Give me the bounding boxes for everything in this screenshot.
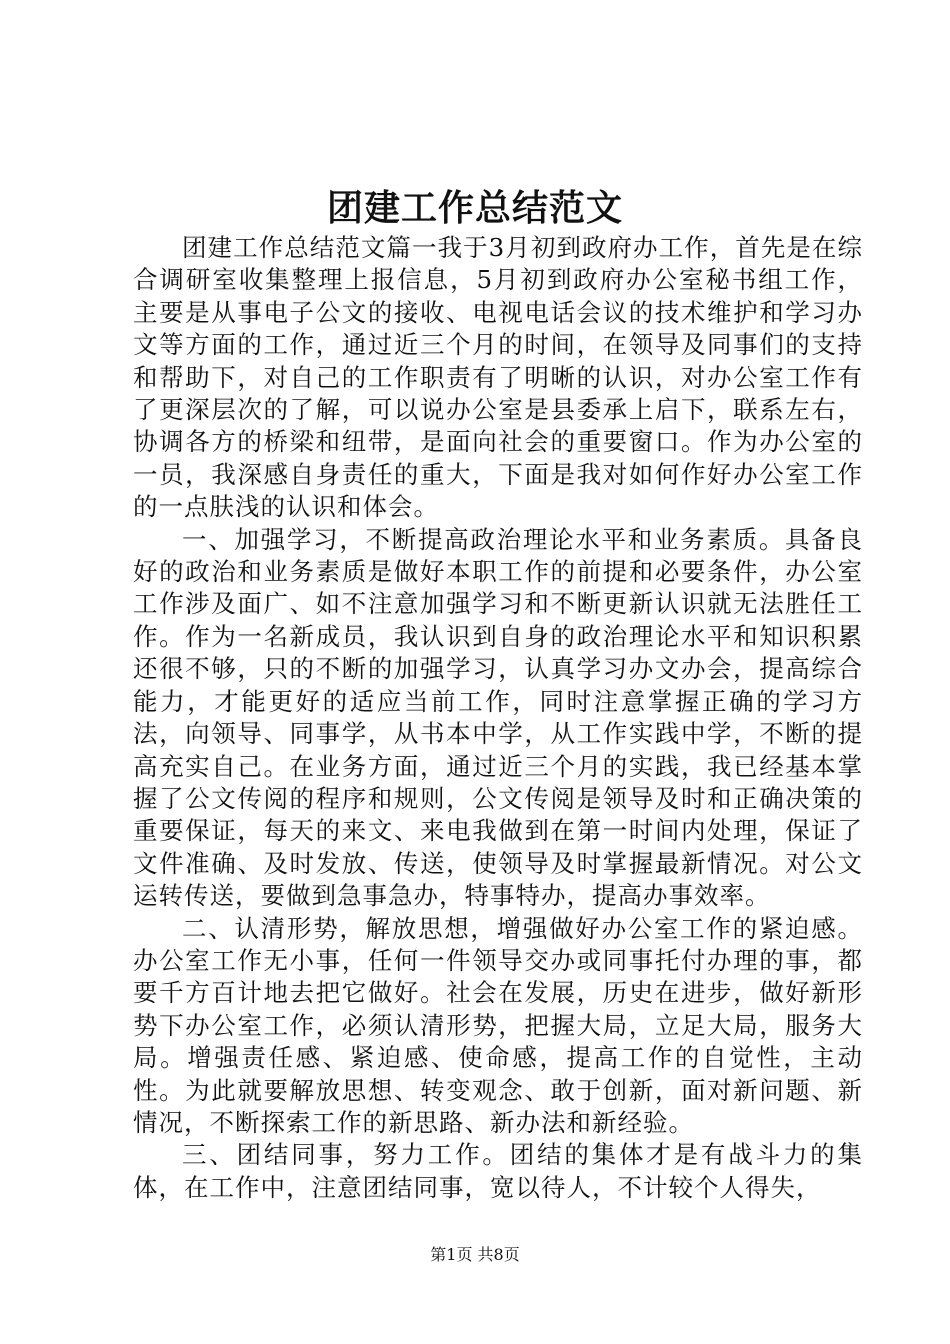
document-title: 团建工作总结范文 (326, 187, 623, 229)
paragraph-intro: 团建工作总结范文篇一我于3月初到政府办工作，首先是在综合调研室收集整理上报信息，5月初到政府办公室秘书组工作，主要是从事电子公文的接收、电视电话会议的技术维护和学习办文等方面的工作，通过近三个月的时间，在领导及同事们的支持和帮助下，对自己的工作职责有了明晰的认识，对办公室工作有了更深层次的了解，可以说办公室是县委承上启下，联系左右，协调各方的桥梁和纽带，是面向社会的重要窗口。作为办公室的一员，我深感自身责任的重大，下面是我对如何作好办公室工作的一点肤浅的认识和体会。 (133, 233, 863, 522)
document-body (133, 232, 863, 1204)
paragraph-section-1: 一、加强学习，不断提高政治理论水平和业务素质。具备良好的政治和业务素质是做好本职工作的前提和必要条件，办公室工作涉及面广、如不注意加强学习和不断更新认识就无法胜任工作。作为一名新成员，我认识到自身的政治理论水平和知识积累还很不够，只的不断的加强学习，认真学习办文办会，提高综合能力，才能更好的适应当前工作，同时注意掌握正确的学习方法，向领导、同事学，从书本中学，从工作实践中学，不断的提高充实自己。在业务方面，通过近三个月的实践，我已经基本掌握了公文传阅的程序和规则，公文传阅是领导及时和正确决策的重要保证，每天的来文、来电我做到在第一时间内处理，保证了文件准确、及时发放、传送，使领导及时掌握最新情况。对公文运转传送，要做到急事急办，特事特办，提高办事效率。 (133, 524, 863, 911)
paragraph-section-3: 三、团结同事，努力工作。团结的集体才是有战斗力的集体，在工作中，注意团结同事，宽以待人，不计较个人得失， (133, 1140, 863, 1202)
page-number-footer: 第1页 共8页 (430, 1245, 520, 1264)
paragraph-section-2: 二、认清形势，解放思想，增强做好办公室工作的紧迫感。办公室工作无小事，任何一件领导交办或同事托付办理的事，都要千方百计地去把它做好。社会在发展，历史在进步，做好新形势下办公室工作，必须认清形势，把握大局，立足大局，服务大局。增强责任感、紧迫感、使命感，提高工作的自觉性，主动性。为此就要解放思想、转变观念、敢于创新，面对新问题、新情况，不断探索工作的新思路、新办法和新经验。 (133, 913, 863, 1137)
